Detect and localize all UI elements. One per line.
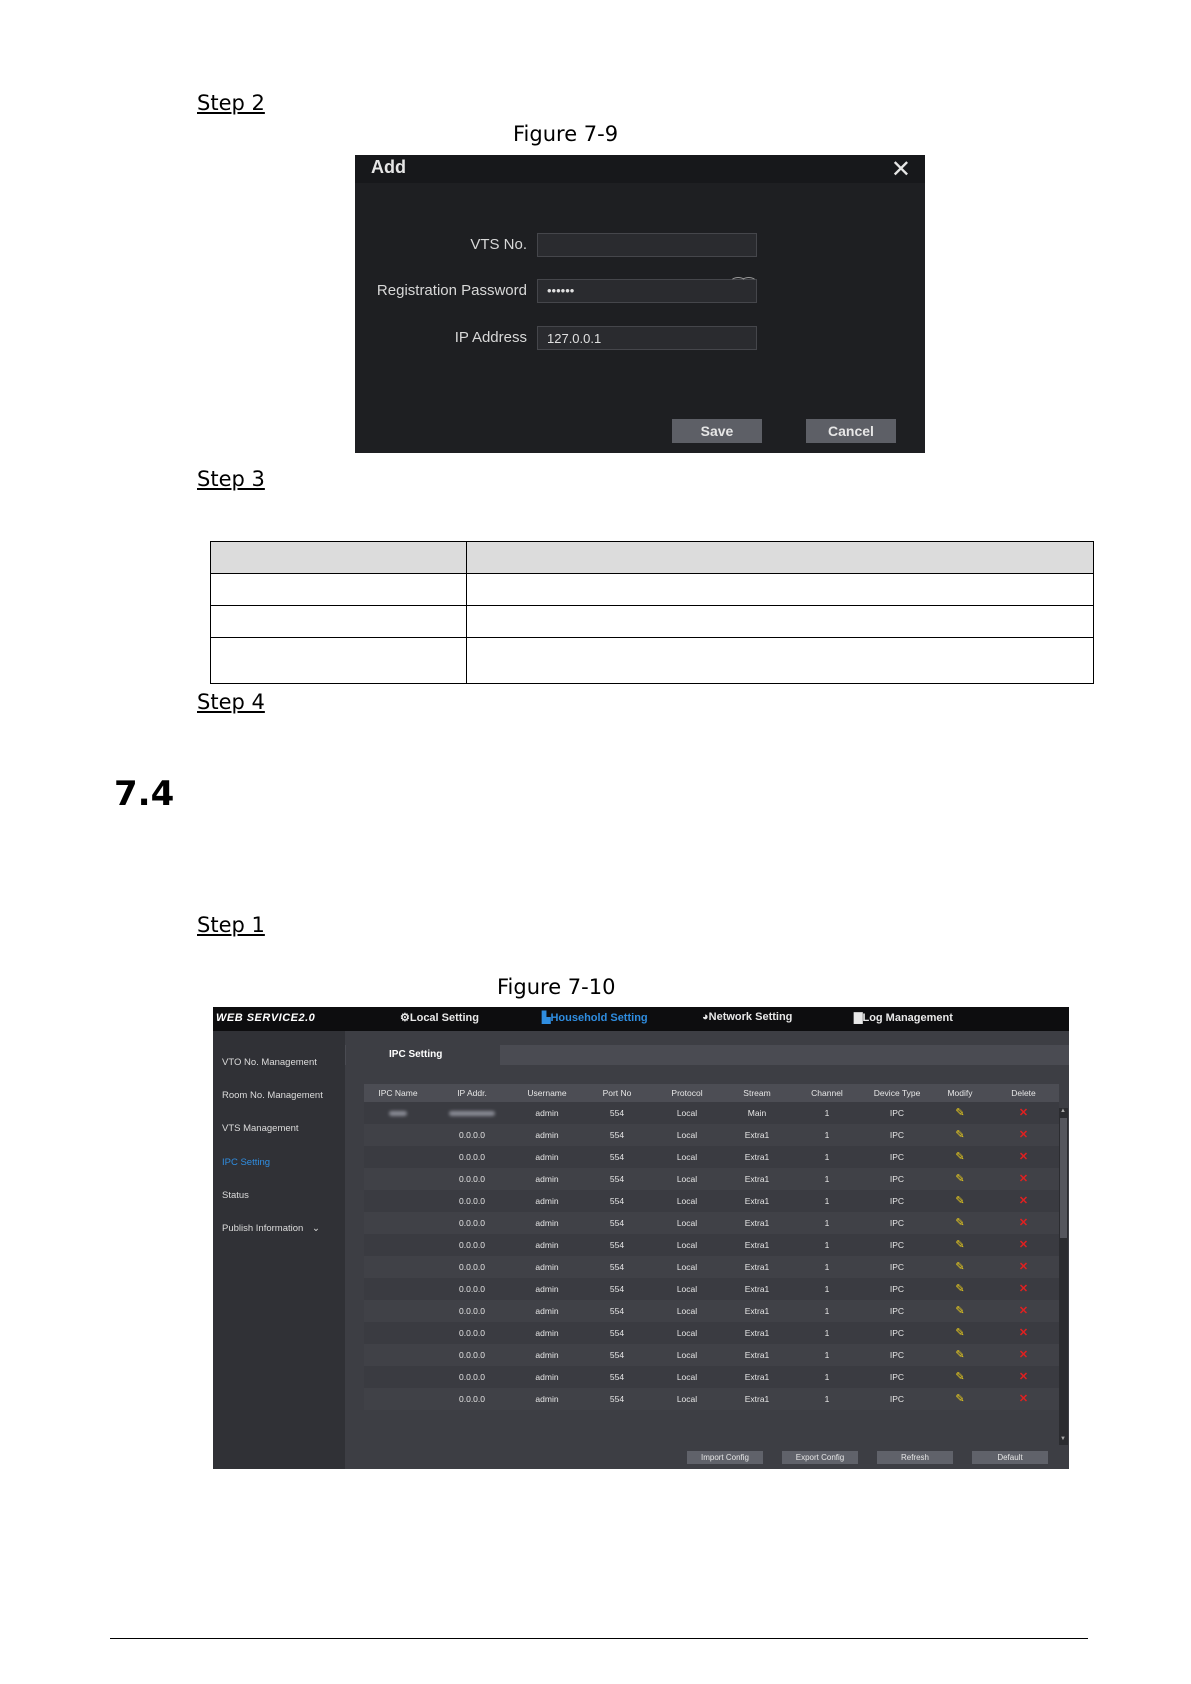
edit-pencil-icon[interactable]: ✎ [955, 1195, 965, 1207]
ip-address-label: IP Address [454, 329, 527, 346]
cell-channel: 1 [824, 1284, 830, 1294]
cell-ipc-name [364, 1366, 432, 1388]
table-cell [211, 638, 467, 684]
cell-protocol: Local [676, 1328, 698, 1338]
registration-password-input[interactable]: •••••• [537, 279, 757, 303]
step-3-label: Step 3 [197, 467, 265, 491]
tab-ipc-setting[interactable] [346, 1045, 500, 1067]
col-port-no: Port No [602, 1088, 632, 1098]
edit-pencil-icon[interactable]: ✎ [955, 1393, 965, 1405]
nav-label: Network Setting [708, 1011, 793, 1023]
delete-x-icon[interactable]: ✕ [1018, 1261, 1029, 1273]
web-service-logo: WEB SERVICE2.0 [216, 1012, 316, 1024]
cancel-button[interactable]: Cancel [806, 419, 896, 443]
cell-device-type: IPC [889, 1328, 905, 1338]
table-cell [211, 542, 467, 574]
edit-pencil-icon[interactable]: ✎ [955, 1305, 965, 1317]
cell-protocol: Local [676, 1240, 698, 1250]
sidebar-item-status[interactable]: Status [222, 1190, 249, 1201]
cell-port-no: 554 [609, 1350, 625, 1360]
table-row[interactable] [364, 1300, 1059, 1322]
cell-port-no: 554 [609, 1262, 625, 1272]
edit-pencil-icon[interactable]: ✎ [955, 1261, 965, 1273]
cell-ip-addr: 0.0.0.0 [459, 1152, 485, 1162]
cell-port-no: 554 [609, 1218, 625, 1228]
delete-x-icon[interactable]: ✕ [1018, 1151, 1029, 1163]
edit-pencil-icon[interactable]: ✎ [955, 1349, 965, 1361]
col-ipc-name: IPC Name [378, 1088, 418, 1098]
cell-port-no: 554 [609, 1394, 625, 1404]
cell-protocol: Local [676, 1350, 698, 1360]
registration-password-label: Registration Password [376, 282, 527, 299]
web-service-screenshot [213, 1007, 1069, 1469]
import-config-button[interactable]: Import Config [687, 1451, 763, 1464]
col-modify: Modify [947, 1088, 973, 1098]
footer-divider [110, 1638, 1088, 1639]
section-number: 7.4 [114, 774, 175, 814]
cell-stream: Extra1 [744, 1174, 770, 1184]
cell-username: admin [535, 1262, 559, 1272]
cell-device-type: IPC [889, 1306, 905, 1316]
cell-protocol: Local [676, 1130, 698, 1140]
cell-port-no: 554 [609, 1152, 625, 1162]
col-stream: Stream [743, 1088, 771, 1098]
nav-label: Log Management [862, 1012, 953, 1024]
table-cell [467, 638, 1094, 684]
cell-stream: Extra1 [744, 1306, 770, 1316]
delete-x-icon[interactable]: ✕ [1018, 1195, 1029, 1207]
cell-stream: Extra1 [744, 1372, 770, 1382]
dialog-titlebar [355, 155, 925, 183]
cell-ip-addr: 0.0.0.0 [459, 1174, 485, 1184]
tab-label: IPC Setting [389, 1049, 443, 1060]
cell-stream: Extra1 [744, 1328, 770, 1338]
nav-household-setting[interactable] [542, 1011, 648, 1024]
table-header-row [211, 542, 1094, 574]
save-button[interactable]: Save [672, 419, 762, 443]
cell-username: admin [535, 1218, 559, 1228]
edit-pencil-icon[interactable]: ✎ [955, 1107, 965, 1119]
cell-username: admin [535, 1130, 559, 1140]
cell-username: admin [535, 1108, 559, 1118]
refresh-button[interactable]: Refresh [877, 1451, 953, 1464]
export-config-button[interactable]: Export Config [782, 1451, 858, 1464]
edit-pencil-icon[interactable]: ✎ [955, 1129, 965, 1141]
cell-protocol: Local [676, 1174, 698, 1184]
col-ip-addr: IP Addr. [457, 1088, 487, 1098]
cell-device-type: IPC [889, 1218, 905, 1228]
cell-username: admin [535, 1328, 559, 1338]
cell-username: admin [535, 1372, 559, 1382]
delete-x-icon[interactable]: ✕ [1018, 1283, 1029, 1295]
delete-x-icon[interactable]: ✕ [1018, 1173, 1029, 1185]
cell-device-type: IPC [889, 1372, 905, 1382]
cell-ip-addr: 0.0.0.0 [459, 1328, 485, 1338]
chevron-down-icon: ⌄ [311, 1223, 320, 1234]
scrollbar-thumb[interactable] [1060, 1118, 1067, 1238]
cell-device-type: IPC [889, 1350, 905, 1360]
cell-stream: Extra1 [744, 1284, 770, 1294]
cell-stream: Extra1 [744, 1262, 770, 1272]
edit-pencil-icon[interactable]: ✎ [955, 1151, 965, 1163]
delete-x-icon[interactable]: ✕ [1018, 1239, 1029, 1251]
cell-ip-addr: 0.0.0.0 [459, 1240, 485, 1250]
step-2-label: Step 2 [197, 91, 265, 115]
cell-ipc-name [364, 1102, 432, 1124]
step-1-label: Step 1 [197, 913, 265, 937]
gear-icon: ⚙ [400, 1012, 410, 1024]
nav-local-setting[interactable] [400, 1011, 479, 1024]
cell-protocol: Local [676, 1152, 698, 1162]
delete-x-icon[interactable]: ✕ [1018, 1393, 1029, 1405]
table-row[interactable] [364, 1102, 1059, 1124]
table-cell [211, 574, 467, 606]
cell-ipc-name [364, 1168, 432, 1190]
cell-ip-addr: 0.0.0.0 [459, 1372, 485, 1382]
sidebar-item-room-no-management[interactable]: Room No. Management [222, 1090, 323, 1101]
log-icon: ▇ [854, 1012, 863, 1024]
cell-stream: Extra1 [744, 1394, 770, 1404]
cell-device-type: IPC [889, 1108, 905, 1118]
cell-channel: 1 [824, 1218, 830, 1228]
table-row[interactable] [364, 1322, 1059, 1344]
table-row[interactable] [364, 1344, 1059, 1366]
cell-channel: 1 [824, 1262, 830, 1272]
ipc-table-header [364, 1084, 1059, 1102]
cell-ip-addr: 0.0.0.0 [459, 1350, 485, 1360]
cell-username: admin [535, 1174, 559, 1184]
delete-x-icon[interactable]: ✕ [1018, 1217, 1029, 1229]
cell-port-no: 554 [609, 1372, 625, 1382]
cell-ipc-name [364, 1234, 432, 1256]
cell-device-type: IPC [889, 1262, 905, 1272]
cell-protocol: Local [676, 1394, 698, 1404]
table-row[interactable] [364, 1234, 1059, 1256]
vts-no-label: VTS No. [470, 236, 527, 253]
default-button[interactable]: Default [972, 1451, 1048, 1464]
cell-ip-addr: 0.0.0.0 [459, 1306, 485, 1316]
edit-pencil-icon[interactable]: ✎ [955, 1239, 965, 1251]
cell-device-type: IPC [889, 1394, 905, 1404]
col-channel: Channel [811, 1088, 843, 1098]
cell-port-no: 554 [609, 1108, 625, 1118]
cell-stream: Extra1 [744, 1218, 770, 1228]
edit-pencil-icon[interactable]: ✎ [955, 1217, 965, 1229]
table-row [211, 574, 1094, 606]
cell-username: admin [535, 1152, 559, 1162]
cell-protocol: Local [676, 1108, 698, 1118]
col-protocol: Protocol [671, 1088, 703, 1098]
cell-ipc-name [364, 1322, 432, 1344]
cell-port-no: 554 [609, 1130, 625, 1140]
table-scrollbar[interactable] [1059, 1108, 1068, 1445]
cell-ipc-name [364, 1146, 432, 1168]
cell-port-no: 554 [609, 1240, 625, 1250]
cell-device-type: IPC [889, 1284, 905, 1294]
cell-port-no: 554 [609, 1174, 625, 1184]
sidebar-item-vto-no-management[interactable]: VTO No. Management [222, 1057, 317, 1068]
nav-label: Household Setting [550, 1012, 648, 1024]
cell-device-type: IPC [889, 1174, 905, 1184]
delete-x-icon[interactable]: ✕ [1018, 1327, 1029, 1339]
cell-username: admin [535, 1284, 559, 1294]
building-icon: ▙ [542, 1012, 551, 1024]
table-row[interactable] [364, 1278, 1059, 1300]
cell-port-no: 554 [609, 1284, 625, 1294]
delete-x-icon[interactable]: ✕ [1018, 1371, 1029, 1383]
cell-stream: Extra1 [744, 1350, 770, 1360]
redacted-text [389, 1111, 407, 1116]
table-row[interactable] [364, 1146, 1059, 1168]
cell-protocol: Local [676, 1284, 698, 1294]
table-row[interactable] [364, 1168, 1059, 1190]
redacted-text [449, 1111, 495, 1116]
scroll-down-icon[interactable]: ▼ [1060, 1436, 1066, 1442]
cell-channel: 1 [824, 1306, 830, 1316]
cell-stream: Main [747, 1108, 767, 1118]
cell-channel: 1 [824, 1240, 830, 1250]
cell-protocol: Local [676, 1372, 698, 1382]
cell-protocol: Local [676, 1306, 698, 1316]
cell-stream: Extra1 [744, 1130, 770, 1140]
nav-label: Local Setting [409, 1012, 479, 1024]
scroll-up-icon[interactable]: ▲ [1060, 1108, 1066, 1114]
table-row[interactable] [364, 1212, 1059, 1234]
table-row[interactable] [364, 1256, 1059, 1278]
figure-7-9-caption: Figure 7-9 [513, 122, 619, 146]
cell-ipc-name [364, 1344, 432, 1366]
table-row [211, 606, 1094, 638]
cell-username: admin [535, 1240, 559, 1250]
cell-channel: 1 [824, 1350, 830, 1360]
cell-protocol: Local [676, 1218, 698, 1228]
parameter-table [210, 541, 1094, 684]
cell-channel: 1 [824, 1130, 830, 1140]
cell-device-type: IPC [889, 1130, 905, 1140]
cell-ipc-name [364, 1278, 432, 1300]
cell-channel: 1 [824, 1196, 830, 1206]
table-cell [467, 574, 1094, 606]
cell-device-type: IPC [889, 1240, 905, 1250]
cell-ip-addr: 0.0.0.0 [459, 1196, 485, 1206]
table-cell [211, 606, 467, 638]
cell-ip-addr: 0.0.0.0 [459, 1394, 485, 1404]
table-row[interactable] [364, 1190, 1059, 1212]
globe-icon: ◕ [702, 1011, 709, 1023]
cell-channel: 1 [824, 1174, 830, 1184]
step-4-label: Step 4 [197, 690, 265, 714]
cell-protocol: Local [676, 1196, 698, 1206]
cell-port-no: 554 [609, 1306, 625, 1316]
sidebar-item-publish-information[interactable] [222, 1223, 320, 1234]
nav-log-management[interactable] [854, 1011, 953, 1024]
cell-ipc-name [364, 1388, 432, 1410]
cell-stream: Extra1 [744, 1240, 770, 1250]
eye-closed-icon[interactable]: ⁀⁀ [733, 277, 754, 292]
cell-protocol: Local [676, 1262, 698, 1272]
nav-network-setting[interactable] [702, 1011, 792, 1023]
col-device-type: Device Type [873, 1088, 921, 1098]
cell-channel: 1 [824, 1108, 830, 1118]
table-row [211, 638, 1094, 684]
dialog-title: Add [371, 157, 406, 177]
cell-channel: 1 [824, 1328, 830, 1338]
table-cell [467, 606, 1094, 638]
edit-pencil-icon[interactable]: ✎ [955, 1283, 965, 1295]
col-username: Username [527, 1088, 567, 1098]
cell-stream: Extra1 [744, 1152, 770, 1162]
cell-stream: Extra1 [744, 1196, 770, 1206]
delete-x-icon[interactable]: ✕ [1018, 1129, 1029, 1141]
delete-x-icon[interactable]: ✕ [1018, 1305, 1029, 1317]
cell-port-no: 554 [609, 1196, 625, 1206]
cell-username: admin [535, 1350, 559, 1360]
vts-no-input[interactable] [537, 233, 757, 257]
cell-ipc-name [364, 1190, 432, 1212]
sidebar-item-ipc-setting[interactable]: IPC Setting [222, 1157, 271, 1168]
cell-ip-addr: 0.0.0.0 [459, 1284, 485, 1294]
sidebar-item-label: Publish Information [222, 1223, 304, 1234]
delete-x-icon[interactable]: ✕ [1018, 1107, 1029, 1119]
cell-ipc-name [364, 1212, 432, 1234]
cell-ip-addr: 0.0.0.0 [459, 1130, 485, 1140]
table-row[interactable] [364, 1124, 1059, 1146]
cell-ip-addr: 0.0.0.0 [459, 1262, 485, 1272]
cell-channel: 1 [824, 1394, 830, 1404]
cell-device-type: IPC [889, 1196, 905, 1206]
cell-port-no: 554 [609, 1328, 625, 1338]
col-delete: Delete [1011, 1088, 1036, 1098]
cell-device-type: IPC [889, 1152, 905, 1162]
edit-pencil-icon[interactable]: ✎ [955, 1173, 965, 1185]
edit-pencil-icon[interactable]: ✎ [955, 1371, 965, 1383]
cell-ip-addr [432, 1102, 512, 1124]
cell-username: admin [535, 1394, 559, 1404]
ip-address-input[interactable] [537, 326, 757, 350]
add-dialog [355, 155, 925, 453]
sidebar-item-vts-management[interactable]: VTS Management [222, 1123, 299, 1134]
table-cell [467, 542, 1094, 574]
table-row[interactable] [364, 1366, 1059, 1388]
cell-ip-addr: 0.0.0.0 [459, 1218, 485, 1228]
delete-x-icon[interactable]: ✕ [1018, 1349, 1029, 1361]
close-icon[interactable]: ✕ [890, 156, 911, 183]
cell-username: admin [535, 1306, 559, 1316]
cell-username: admin [535, 1196, 559, 1206]
cell-channel: 1 [824, 1152, 830, 1162]
table-row[interactable] [364, 1388, 1059, 1410]
cell-ipc-name [364, 1256, 432, 1278]
figure-7-10-caption: Figure 7-10 [497, 975, 616, 999]
cell-ipc-name [364, 1300, 432, 1322]
cell-ipc-name [364, 1124, 432, 1146]
edit-pencil-icon[interactable]: ✎ [955, 1327, 965, 1339]
cell-channel: 1 [824, 1372, 830, 1382]
